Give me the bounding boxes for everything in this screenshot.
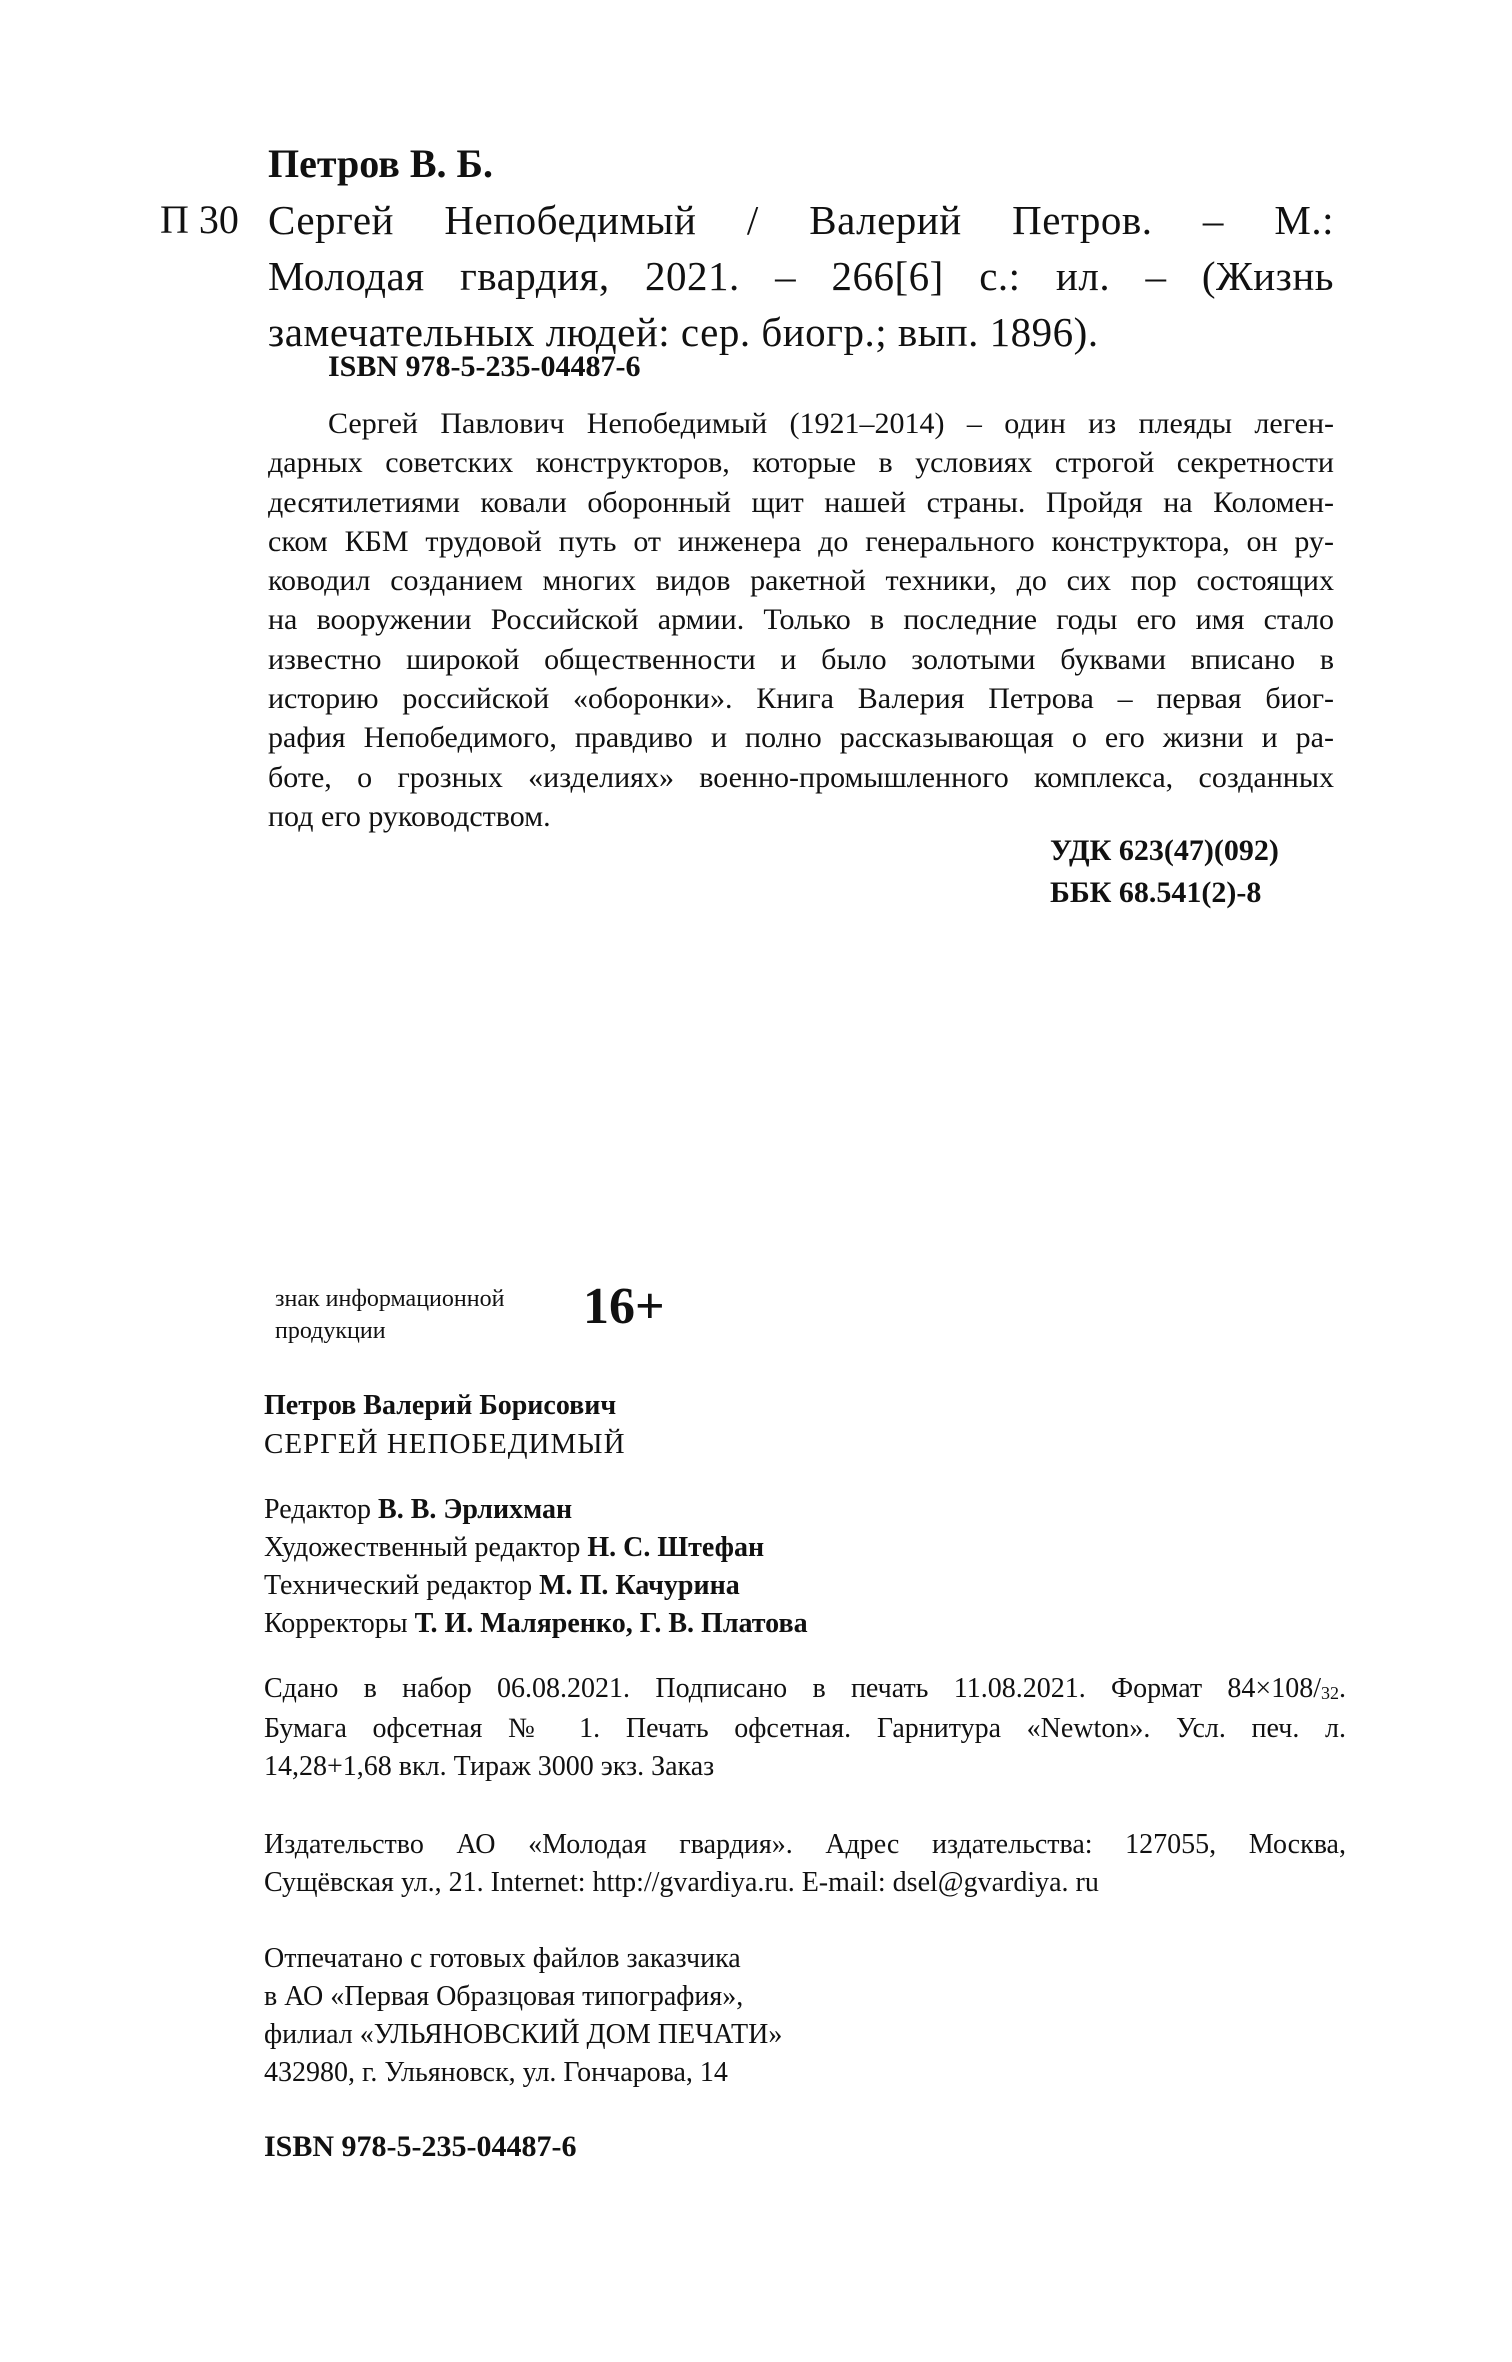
staff-name: Н. С. Штефан — [587, 1532, 765, 1563]
annotation — [268, 404, 1334, 836]
staff-editor — [264, 1494, 572, 1526]
bib-line: Молодая гвардия, 2021. – 266[6] с.: ил. – (Жизнь — [268, 253, 1334, 299]
staff-name: М. П. Качурина — [539, 1570, 740, 1601]
bbk-code: ББК 68.541(2)-8 — [1050, 876, 1262, 909]
tech-line: 14,28+1,68 вкл. Тираж 3000 экз. Заказ — [264, 1751, 715, 1782]
printer-line: в АО «Первая Образцовая типография», — [264, 1981, 744, 2012]
staff-art-editor — [264, 1532, 764, 1564]
udk-code: УДК 623(47)(092) — [1050, 834, 1279, 867]
imprint-author: Петров Валерий Борисович — [264, 1390, 617, 1421]
annotation-line: историю российской «оборонки». Книга Валерия Петрова – первая биог- — [268, 682, 1334, 716]
author-index-code: П 30 — [160, 197, 239, 242]
age-rating-value: 16+ — [583, 1278, 665, 1335]
author-heading: Петров В. Б. — [268, 141, 493, 186]
annotation-line: под его руководством. — [268, 799, 551, 833]
technical-data — [264, 1670, 1346, 1786]
annotation-line: боте, о грозных «изделиях» военно-промышленного комплекса, созданных — [268, 760, 1334, 794]
publisher-info — [264, 1826, 1346, 1902]
isbn-top: ISBN 978-5-235-04487-6 — [328, 350, 641, 383]
annotation-line: Сергей Павлович Непобедимый (1921–2014) – один из плеяды леген- — [328, 407, 1334, 440]
age-rating-label: знак информационной продукции — [275, 1286, 505, 1344]
bib-line: Сергей Непобедимый / Валерий Петров. – М.: — [268, 197, 1334, 243]
publisher-line: Издательство АО «Молодая гвардия». Адрес издательства: 127055, Москва, — [264, 1829, 1346, 1860]
staff-tech-editor — [264, 1570, 740, 1602]
tech-line-text: Сдано в набор 06.08.2021. Подписано в печать 11.08.2021. Формат 84×108/ — [264, 1673, 1321, 1704]
bib-line: замечательных людей: сер. биогр.; вып. 1896). — [268, 309, 1099, 355]
imprint-title: СЕРГЕЙ НЕПОБЕДИМЫЙ — [264, 1428, 626, 1460]
annotation-line: известно широкой общественности и было золотыми буквами вписано в — [268, 642, 1334, 676]
staff-name: Т. И. Маляренко, Г. В. Платова — [414, 1608, 808, 1639]
isbn-bottom: ISBN 978-5-235-04487-6 — [264, 2130, 577, 2163]
annotation-line: ководил созданием многих видов ракетной техники, до сих пор состоящих — [268, 564, 1334, 598]
publisher-line: Сущёвская ул., 21. Internet: http://gvardiya.ru. E-mail: dsel@gvardiya. ru — [264, 1867, 1099, 1898]
tech-line: Сдано в набор 06.08.2021. Подписано в печать 11.08.2021. Формат $84\times 108/_{32}$. — [264, 1673, 1346, 1704]
printer-line: филиал «УЛЬЯНОВСКИЙ ДОМ ПЕЧАТИ» — [264, 2019, 783, 2050]
staff-role: Редактор — [264, 1494, 379, 1525]
bibliographic-description — [268, 192, 1334, 360]
printer-line: 432980, г. Ульяновск, ул. Гончарова, 14 — [264, 2057, 728, 2088]
staff-role: Технический редактор — [264, 1570, 540, 1601]
staff-role: Корректоры — [264, 1608, 415, 1639]
tech-line: Бумага офсетная № 1. Печать офсетная. Гарнитура «Newton». Усл. печ. л. — [264, 1713, 1346, 1744]
printer-line: Отпечатано с готовых файлов заказчика — [264, 1943, 741, 1974]
annotation-line: на вооружении Российской армии. Только в последние годы его имя стало — [268, 603, 1334, 637]
format-fraction: 32 — [1321, 1683, 1339, 1703]
annotation-line: дарных советских конструкторов, которые в условиях строгой секретности — [268, 446, 1334, 480]
annotation-line: десятилетиями ковали оборонный щит нашей страны. Пройдя на Коломен- — [268, 485, 1334, 519]
staff-name: В. В. Эрлихман — [378, 1494, 573, 1525]
annotation-line: ском КБМ трудовой путь от инженера до генерального конструктора, он ру- — [268, 524, 1334, 558]
staff-role: Художественный редактор — [264, 1532, 588, 1563]
annotation-line: рафия Непобедимого, правдиво и полно рассказывающая о его жизни и ра- — [268, 721, 1334, 755]
printer-info — [264, 1940, 1164, 2092]
staff-proofreaders — [264, 1608, 808, 1640]
